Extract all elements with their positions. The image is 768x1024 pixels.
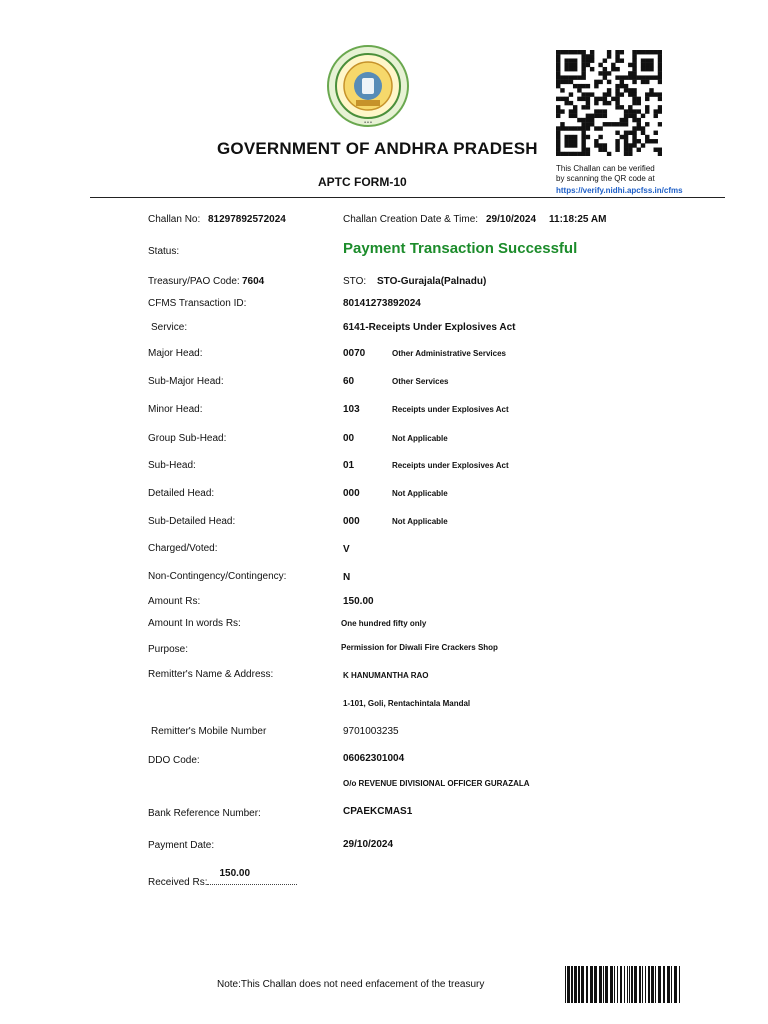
mobile-label: Remitter's Mobile Number bbox=[151, 726, 267, 737]
sto-value: STO-Gurajala(Palnadu) bbox=[377, 276, 487, 287]
amount-words-value: One hundred fifty only bbox=[341, 619, 427, 628]
contingency-label: Non-Contingency/Contingency: bbox=[148, 571, 287, 582]
sub-major-head-code: 60 bbox=[343, 376, 355, 387]
remitter-address: 1-101, Goli, Rentachintala Mandal bbox=[343, 699, 471, 708]
contingency-value: N bbox=[343, 572, 351, 583]
mobile-value: 9701003235 bbox=[343, 726, 399, 737]
charged-value: V bbox=[343, 544, 350, 555]
sub-detailed-head-desc: Not Applicable bbox=[392, 517, 448, 526]
ddo-office: O/o REVENUE DIVISIONAL OFFICER GURAZALA bbox=[343, 779, 530, 788]
challan-creation-label: Challan Creation Date & Time: bbox=[343, 214, 479, 225]
sub-detailed-head-label: Sub-Detailed Head: bbox=[148, 516, 236, 527]
amount-value: 150.00 bbox=[343, 596, 374, 607]
major-head-label: Major Head: bbox=[148, 348, 203, 359]
challan-creation-date: 29/10/2024 bbox=[486, 214, 537, 225]
qr-note-line2: by scanning the QR code at bbox=[556, 174, 655, 183]
minor-head-label: Minor Head: bbox=[148, 404, 203, 415]
qr-code-icon bbox=[556, 50, 662, 156]
detailed-head-label: Detailed Head: bbox=[148, 488, 215, 499]
group-sub-head-label: Group Sub-Head: bbox=[148, 433, 227, 444]
amount-words-label: Amount In words Rs: bbox=[148, 618, 241, 629]
challan-no-value: 81297892572024 bbox=[208, 214, 286, 225]
detailed-head-desc: Not Applicable bbox=[392, 489, 448, 498]
treasury-value: 7604 bbox=[242, 276, 265, 287]
remitter-name: K HANUMANTHA RAO bbox=[343, 671, 429, 680]
sub-detailed-head-code: 000 bbox=[343, 516, 360, 527]
service-label: Service: bbox=[151, 322, 188, 333]
status-label: Status: bbox=[148, 246, 180, 257]
sto-label: STO: bbox=[343, 276, 367, 287]
group-sub-head-code: 00 bbox=[343, 433, 355, 444]
received-label bbox=[148, 868, 297, 888]
form-name: APTC FORM-10 bbox=[318, 175, 407, 189]
service-value: 6141-Receipts Under Explosives Act bbox=[343, 322, 516, 333]
sub-head-code: 01 bbox=[343, 460, 355, 471]
challan-no-label: Challan No: bbox=[148, 214, 201, 225]
ddo-label: DDO Code: bbox=[148, 755, 200, 766]
sub-head-label: Sub-Head: bbox=[148, 460, 196, 471]
header-divider bbox=[90, 197, 725, 198]
purpose-value: Permission for Diwali Fire Crackers Shop bbox=[341, 643, 498, 652]
challan-creation-time: 11:18:25 AM bbox=[549, 214, 607, 225]
minor-head-code: 103 bbox=[343, 404, 360, 415]
purpose-label: Purpose: bbox=[148, 644, 189, 655]
svg-text:•••: ••• bbox=[363, 120, 373, 126]
barcode-icon bbox=[565, 966, 680, 1003]
received-dotted-line bbox=[207, 868, 297, 885]
bank-ref-label: Bank Reference Number: bbox=[148, 808, 261, 819]
cfms-label: CFMS Transaction ID: bbox=[148, 298, 247, 309]
minor-head-desc: Receipts under Explosives Act bbox=[392, 405, 509, 414]
ddo-code: 06062301004 bbox=[343, 753, 405, 764]
page-title: GOVERNMENT OF ANDHRA PRADESH bbox=[217, 139, 538, 158]
remitter-label: Remitter's Name & Address: bbox=[148, 669, 274, 680]
charged-label: Charged/Voted: bbox=[148, 543, 218, 554]
sub-major-head-label: Sub-Major Head: bbox=[148, 376, 224, 387]
cfms-value: 80141273892024 bbox=[343, 298, 421, 309]
bank-ref-value: CPAEKCMAS1 bbox=[343, 806, 413, 817]
amount-label: Amount Rs: bbox=[148, 596, 201, 607]
detailed-head-code: 000 bbox=[343, 488, 360, 499]
received-value: 150.00 bbox=[219, 868, 251, 879]
payment-date-label: Payment Date: bbox=[148, 840, 215, 851]
treasury-label: Treasury/PAO Code: bbox=[148, 276, 240, 287]
payment-date-value: 29/10/2024 bbox=[343, 839, 394, 850]
major-head-code: 0070 bbox=[343, 348, 366, 359]
status-value: Payment Transaction Successful bbox=[343, 240, 578, 257]
major-head-desc: Other Administrative Services bbox=[392, 349, 506, 358]
sub-major-head-desc: Other Services bbox=[392, 377, 449, 386]
footer-note: Note:This Challan does not need enfacement of the treasury bbox=[217, 979, 485, 990]
qr-note-line1: This Challan can be verified bbox=[556, 164, 655, 173]
sub-head-desc: Receipts under Explosives Act bbox=[392, 461, 509, 470]
group-sub-head-desc: Not Applicable bbox=[392, 434, 448, 443]
received-label-text: Received Rs: bbox=[148, 877, 208, 888]
ap-state-emblem-icon bbox=[326, 44, 410, 128]
qr-verify-link[interactable]: https://verify.nidhi.apcfss.in/cfms bbox=[556, 186, 683, 195]
